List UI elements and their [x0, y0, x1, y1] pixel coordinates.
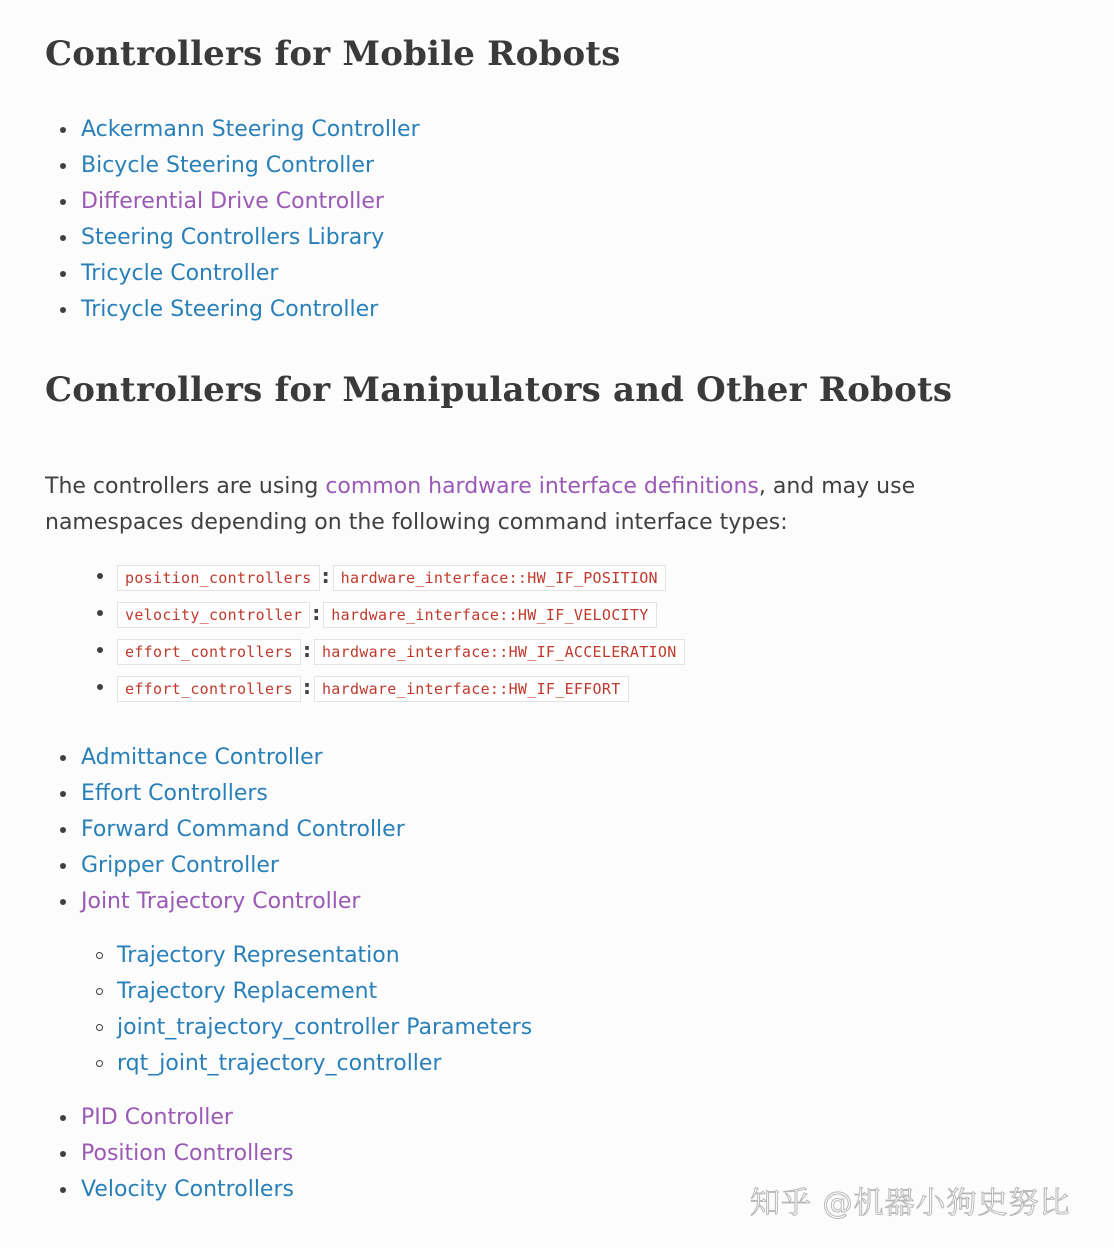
list-item — [45, 256, 420, 292]
bullet-icon — [97, 684, 103, 690]
link-common-hardware-interface-definitions[interactable]: common hardware interface definitions — [325, 474, 759, 499]
namespace-code: velocity_controller — [117, 602, 310, 628]
namespace-code: effort_controllers — [117, 676, 301, 702]
link-jtc-parameters[interactable]: joint_trajectory_controller Parameters — [117, 1015, 533, 1040]
list-item — [45, 848, 405, 884]
list-item — [45, 884, 405, 920]
list-item — [45, 1172, 294, 1208]
link-joint-trajectory-controller[interactable]: Joint Trajectory Controller — [81, 889, 361, 914]
list-item — [45, 669, 685, 706]
link-effort-controllers[interactable]: Effort Controllers — [81, 781, 268, 806]
bullet-icon — [60, 827, 66, 833]
link-bicycle-steering-controller[interactable]: Bicycle Steering Controller — [81, 153, 374, 178]
separator: : — [312, 601, 321, 625]
list-item — [45, 938, 532, 974]
link-tricycle-steering-controller[interactable]: Tricycle Steering Controller — [81, 297, 379, 322]
bullet-icon — [60, 127, 66, 133]
heading-mobile-robots: Controllers for Mobile Robots — [45, 34, 621, 74]
mobile-controllers-list — [45, 112, 420, 328]
link-ackermann-steering-controller[interactable]: Ackermann Steering Controller — [81, 117, 420, 142]
circle-bullet-icon — [96, 1060, 103, 1067]
intro-text-before: The controllers are using — [45, 474, 326, 499]
link-trajectory-replacement[interactable]: Trajectory Replacement — [117, 979, 378, 1004]
link-admittance-controller[interactable]: Admittance Controller — [81, 745, 323, 770]
link-rqt-joint-trajectory-controller[interactable]: rqt_joint_trajectory_controller — [117, 1051, 442, 1076]
list-item — [45, 1136, 294, 1172]
bullet-icon — [60, 1151, 66, 1157]
list-item — [45, 220, 420, 256]
link-tricycle-controller[interactable]: Tricycle Controller — [81, 261, 279, 286]
list-item — [45, 558, 685, 595]
circle-bullet-icon — [96, 1024, 103, 1031]
bullet-icon — [60, 791, 66, 797]
bullet-icon — [60, 271, 66, 277]
manipulator-controllers-list — [45, 740, 405, 920]
intro-text-after: , and may use namespaces depending on the following command interface types: — [45, 474, 916, 535]
bullet-icon — [60, 1187, 66, 1193]
separator: : — [321, 564, 330, 588]
namespace-code: effort_controllers — [117, 639, 301, 665]
list-item — [45, 184, 420, 220]
joint-trajectory-sublist — [45, 938, 532, 1082]
interface-types-list — [45, 558, 685, 706]
bullet-icon — [97, 610, 103, 616]
separator: : — [302, 675, 311, 699]
circle-bullet-icon — [96, 952, 103, 959]
list-item — [45, 1010, 532, 1046]
bullet-icon — [60, 163, 66, 169]
interface-code: hardware_interface::HW_IF_EFFORT — [314, 676, 629, 702]
link-forward-command-controller[interactable]: Forward Command Controller — [81, 817, 405, 842]
list-item — [45, 974, 532, 1010]
list-item — [45, 740, 405, 776]
intro-paragraph — [45, 469, 1035, 541]
list-item — [45, 595, 685, 632]
list-item — [45, 812, 405, 848]
interface-code: hardware_interface::HW_IF_VELOCITY — [323, 602, 656, 628]
bullet-icon — [97, 647, 103, 653]
list-item — [45, 776, 405, 812]
link-trajectory-representation[interactable]: Trajectory Representation — [117, 943, 400, 968]
link-gripper-controller[interactable]: Gripper Controller — [81, 853, 279, 878]
bullet-icon — [60, 307, 66, 313]
list-item — [45, 292, 420, 328]
heading-manipulators: Controllers for Manipulators and Other Robots — [45, 370, 953, 410]
bullet-icon — [60, 863, 66, 869]
bullet-icon — [60, 199, 66, 205]
separator: : — [302, 638, 311, 662]
namespace-code: position_controllers — [117, 565, 320, 591]
watermark-text: 知乎 @机器小狗史努比 — [750, 1186, 1071, 1221]
link-velocity-controllers[interactable]: Velocity Controllers — [81, 1177, 294, 1202]
list-item — [45, 632, 685, 669]
circle-bullet-icon — [96, 988, 103, 995]
link-steering-controllers-library[interactable]: Steering Controllers Library — [81, 225, 385, 250]
interface-code: hardware_interface::HW_IF_ACCELERATION — [314, 639, 685, 665]
bullet-icon — [97, 573, 103, 579]
link-position-controllers[interactable]: Position Controllers — [81, 1141, 294, 1166]
list-item — [45, 148, 420, 184]
bullet-icon — [60, 899, 66, 905]
list-item — [45, 1046, 532, 1082]
link-differential-drive-controller[interactable]: Differential Drive Controller — [81, 189, 384, 214]
bullet-icon — [60, 1115, 66, 1121]
bullet-icon — [60, 755, 66, 761]
more-controllers-list — [45, 1100, 294, 1208]
list-item — [45, 1100, 294, 1136]
list-item — [45, 112, 420, 148]
interface-code: hardware_interface::HW_IF_POSITION — [333, 565, 666, 591]
bullet-icon — [60, 235, 66, 241]
link-pid-controller[interactable]: PID Controller — [81, 1105, 233, 1130]
